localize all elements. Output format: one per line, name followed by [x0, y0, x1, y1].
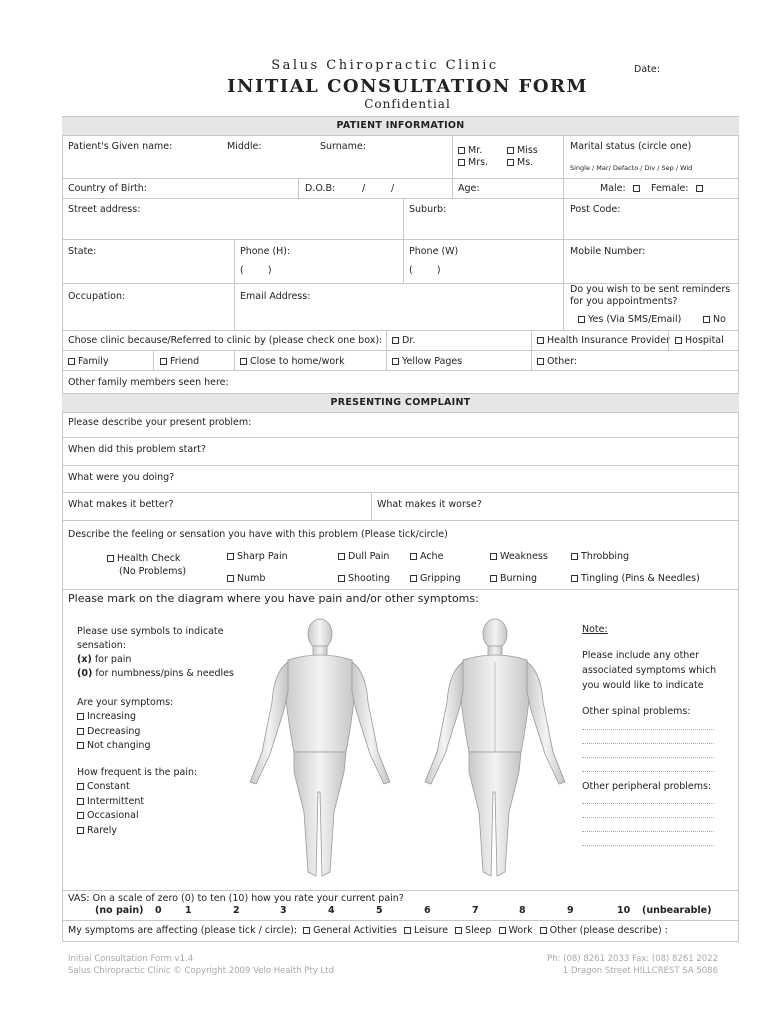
reminders-question: Do you wish to be sent reminders: [570, 284, 731, 295]
given-name-field[interactable]: Patient's Given name:: [68, 141, 173, 152]
phone-work-field[interactable]: Phone (W): [409, 246, 459, 257]
referral-dr-option[interactable]: Dr.: [392, 335, 415, 346]
referral-friend-option[interactable]: Friend: [160, 356, 199, 367]
vas-value-0[interactable]: 0: [155, 905, 162, 916]
referral-hospital-option[interactable]: Hospital: [675, 335, 724, 346]
form-title: INITIAL CONSULTATION FORM: [227, 76, 588, 97]
work-label: Work: [508, 925, 533, 936]
feeling-label: Describe the feeling or sensation you have with this problem (Please tick/circle): [68, 529, 448, 540]
post-code-field[interactable]: Post Code:: [570, 204, 621, 215]
sharp-pain-checkbox[interactable]: [227, 553, 234, 560]
footer-version: Initial Consultation Form v1.4: [68, 954, 194, 964]
mr-checkbox[interactable]: [458, 147, 465, 154]
makes-worse-field[interactable]: What makes it worse?: [377, 499, 482, 510]
throbbing-option[interactable]: Throbbing: [571, 551, 629, 562]
intermittent-checkbox[interactable]: [77, 798, 84, 805]
increasing-checkbox[interactable]: [77, 713, 84, 720]
vas-value-5[interactable]: 5: [376, 905, 383, 916]
miss-checkbox[interactable]: [507, 147, 514, 154]
presenting-complaint-header: PRESENTING COMPLAINT: [62, 393, 739, 413]
male-checkbox[interactable]: [633, 185, 640, 192]
frequency-question: How frequent is the pain:: [77, 767, 198, 778]
present-problem-field[interactable]: Please describe your present problem:: [68, 417, 252, 428]
tingling-checkbox[interactable]: [571, 575, 578, 582]
what-doing-field[interactable]: What were you doing?: [68, 472, 175, 483]
vas-value-7[interactable]: 7: [472, 905, 479, 916]
sleep-label: Sleep: [465, 925, 492, 936]
gripping-checkbox[interactable]: [410, 575, 417, 582]
referral-close-option[interactable]: Close to home/work: [240, 356, 345, 367]
referral-yellow-pages-option[interactable]: Yellow Pages: [392, 356, 462, 367]
referral-yellow-pages-checkbox[interactable]: [392, 358, 399, 365]
weakness-option[interactable]: Weakness: [490, 551, 548, 562]
tingling-option[interactable]: Tingling (Pins & Needles): [571, 573, 700, 584]
clinic-name: Salus Chiropractic Clinic: [271, 58, 499, 73]
vas-value-4[interactable]: 4: [328, 905, 335, 916]
peripheral-problems-line-1[interactable]: [582, 803, 714, 804]
referral-other-checkbox[interactable]: [537, 358, 544, 365]
marital-status-options[interactable]: Single / Mar/ Defacto / Div / Sep / Wid: [570, 164, 693, 172]
family-members-field[interactable]: Other family members seen here:: [68, 377, 229, 388]
patient-info-header: PATIENT INFORMATION: [62, 116, 739, 136]
increasing-option[interactable]: Increasing: [77, 711, 136, 722]
referral-health-insurance-checkbox[interactable]: [537, 337, 544, 344]
symbol-pain-key: (x) for pain: [77, 654, 132, 665]
other-label: Other (please describe) :: [549, 925, 668, 936]
shooting-checkbox[interactable]: [338, 575, 345, 582]
decreasing-checkbox[interactable]: [77, 728, 84, 735]
weakness-checkbox[interactable]: [490, 553, 497, 560]
spinal-problems-line-4[interactable]: [582, 771, 714, 772]
note-text: Please include any other: [582, 650, 700, 661]
vas-value-8[interactable]: 8: [519, 905, 526, 916]
title-mrs[interactable]: Mrs.: [458, 157, 488, 168]
confidential-label: Confidential: [364, 97, 451, 111]
sleep-checkbox[interactable]: [455, 927, 462, 934]
male-option[interactable]: Male:: [600, 183, 643, 194]
affecting-label: My symptoms are affecting (please tick / circle):: [68, 925, 298, 936]
footer-phone: Ph: (08) 8261 2033 Fax: (08) 8261 2022: [547, 954, 718, 964]
title-mr[interactable]: Mr.: [458, 145, 482, 156]
numb-option[interactable]: Numb: [227, 573, 265, 584]
spinal-problems-label: Other spinal problems:: [582, 706, 691, 717]
peripheral-problems-label: Other peripheral problems:: [582, 781, 712, 792]
referral-friend-checkbox[interactable]: [160, 358, 167, 365]
work-checkbox[interactable]: [499, 927, 506, 934]
dull-pain-option[interactable]: Dull Pain: [338, 551, 389, 562]
referral-other-option[interactable]: Other:: [537, 356, 577, 367]
peripheral-problems-line-4[interactable]: [582, 845, 714, 846]
reminders-no-checkbox[interactable]: [703, 316, 710, 323]
sharp-pain-option[interactable]: Sharp Pain: [227, 551, 288, 562]
mrs-checkbox[interactable]: [458, 159, 465, 166]
age-field[interactable]: Age:: [458, 183, 480, 194]
footer-copyright: Salus Chiropractic Clinic © Copyright 2009 Velo Health Pty Ltd: [68, 966, 334, 976]
title-ms[interactable]: Ms.: [507, 157, 533, 168]
referral-family-checkbox[interactable]: [68, 358, 75, 365]
shooting-option[interactable]: Shooting: [338, 573, 390, 584]
state-field[interactable]: State:: [68, 246, 97, 257]
spinal-problems-line-3[interactable]: [582, 757, 714, 758]
date-label: Date:: [634, 64, 660, 75]
referral-label: Chose clinic because/Referred to clinic by (please check one box):: [68, 335, 383, 346]
makes-better-field[interactable]: What makes it better?: [68, 499, 174, 510]
burning-option[interactable]: Burning: [490, 573, 537, 584]
reminders-no-option[interactable]: No: [703, 314, 726, 325]
symbol-numbness-key: (0) for numbness/pins & needles: [77, 668, 234, 679]
country-of-birth-field[interactable]: Country of Birth:: [68, 183, 147, 194]
note-label: Note:: [582, 624, 608, 635]
referral-family-option[interactable]: Family: [68, 356, 109, 367]
constant-option[interactable]: Constant: [77, 781, 130, 792]
spinal-problems-line-1[interactable]: [582, 729, 714, 730]
vas-question: VAS: On a scale of zero (0) to ten (10) how you rate your current pain?: [68, 893, 404, 904]
middle-name-field[interactable]: Middle:: [227, 141, 262, 152]
reminders-yes-checkbox[interactable]: [578, 316, 585, 323]
ms-checkbox[interactable]: [507, 159, 514, 166]
female-option[interactable]: Female:: [651, 183, 706, 194]
peripheral-problems-line-3[interactable]: [582, 831, 714, 832]
burning-checkbox[interactable]: [490, 575, 497, 582]
constant-checkbox[interactable]: [77, 783, 84, 790]
marital-status-label: Marital status (circle one): [570, 141, 692, 152]
body-back-diagram[interactable]: [405, 612, 585, 892]
diagram-heading: Please mark on the diagram where you have pain and/or other symptoms:: [68, 592, 479, 605]
general-activities-label: General Activities: [313, 925, 397, 936]
problem-start-field[interactable]: When did this problem start?: [68, 444, 206, 455]
vas-value-3[interactable]: 3: [280, 905, 287, 916]
email-address-field[interactable]: Email Address:: [240, 291, 311, 302]
body-front-diagram[interactable]: [230, 612, 410, 892]
symptoms-affecting-row: [68, 925, 668, 936]
referral-close-checkbox[interactable]: [240, 358, 247, 365]
rarely-checkbox[interactable]: [77, 827, 84, 834]
female-checkbox[interactable]: [696, 185, 703, 192]
surname-field[interactable]: Surname:: [320, 141, 366, 152]
leisure-label: Leisure: [413, 925, 449, 936]
referral-hospital-checkbox[interactable]: [675, 337, 682, 344]
vas-value-2[interactable]: 2: [233, 905, 240, 916]
dob-field[interactable]: D.O.B:: [305, 183, 336, 194]
mobile-number-field[interactable]: Mobile Number:: [570, 246, 646, 257]
suburb-field[interactable]: Suburb:: [409, 204, 447, 215]
symptoms-question: Are your symptoms:: [77, 697, 174, 708]
vas-unbearable-label: (unbearable): [642, 905, 712, 916]
rarely-option[interactable]: Rarely: [77, 825, 117, 836]
vas-no-pain-label: (no pain): [95, 905, 144, 916]
dull-pain-checkbox[interactable]: [338, 553, 345, 560]
symbols-instruction: Please use symbols to indicate: [77, 626, 224, 637]
gripping-option[interactable]: Gripping: [410, 573, 461, 584]
other-checkbox[interactable]: [540, 927, 547, 934]
not-changing-checkbox[interactable]: [77, 742, 84, 749]
peripheral-problems-line-2[interactable]: [582, 817, 714, 818]
occasional-checkbox[interactable]: [77, 812, 84, 819]
general-activities-checkbox[interactable]: [303, 927, 310, 934]
vas-value-10[interactable]: 10: [617, 905, 631, 916]
street-address-field[interactable]: Street address:: [68, 204, 141, 215]
reminders-yes-option[interactable]: Yes (Via SMS/Email): [578, 314, 681, 325]
title-miss[interactable]: Miss: [507, 145, 538, 156]
footer-address: 1 Dragon Street HILLCREST SA 5086: [562, 966, 718, 976]
ache-checkbox[interactable]: [410, 553, 417, 560]
referral-health-insurance-option[interactable]: Health Insurance Provider: [537, 335, 670, 346]
vas-value-9[interactable]: 9: [567, 905, 574, 916]
numb-checkbox[interactable]: [227, 575, 234, 582]
decreasing-option[interactable]: Decreasing: [77, 726, 140, 737]
not-changing-option[interactable]: Not changing: [77, 740, 150, 751]
vas-value-1[interactable]: 1: [185, 905, 192, 916]
phone-home-field[interactable]: Phone (H):: [240, 246, 291, 257]
occupation-field[interactable]: Occupation:: [68, 291, 126, 302]
leisure-checkbox[interactable]: [404, 927, 411, 934]
throbbing-checkbox[interactable]: [571, 553, 578, 560]
spinal-problems-line-2[interactable]: [582, 743, 714, 744]
intermittent-option[interactable]: Intermittent: [77, 796, 144, 807]
health-check-option[interactable]: Health Check: [107, 553, 180, 564]
referral-dr-checkbox[interactable]: [392, 337, 399, 344]
ache-option[interactable]: Ache: [410, 551, 443, 562]
occasional-option[interactable]: Occasional: [77, 810, 139, 821]
vas-value-6[interactable]: 6: [424, 905, 431, 916]
health-check-checkbox[interactable]: [107, 555, 114, 562]
